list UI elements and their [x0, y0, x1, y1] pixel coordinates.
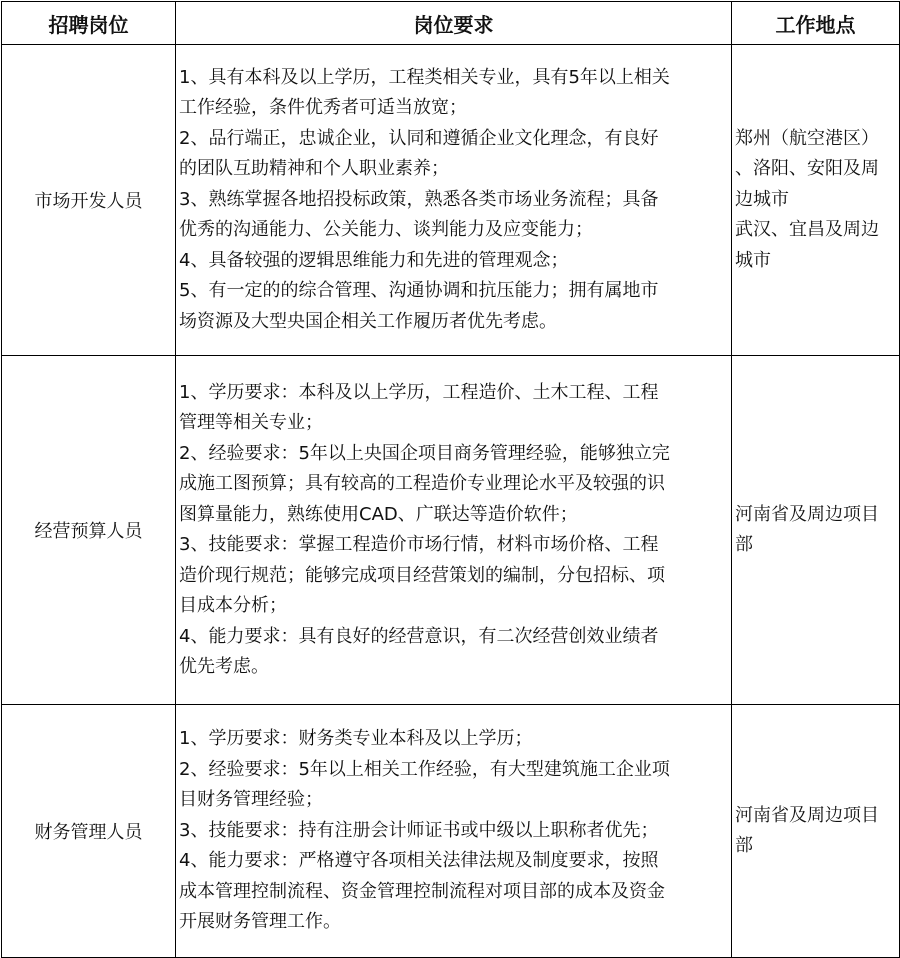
table-row	[2, 356, 900, 705]
requirements-cell	[176, 45, 732, 356]
header-location: 工作地点	[732, 2, 900, 45]
requirement-line: 3、技能要求：持有注册会计师证书或中级以上职称者优先；	[179, 819, 659, 841]
location-line: 部	[735, 835, 753, 856]
location-line: 河南省及周边项目	[735, 804, 879, 826]
requirement-line: 工作经验，条件优秀者可适当放宽；	[179, 97, 467, 119]
requirement-line: 的团队互助精神和个人职业素养；	[179, 158, 449, 180]
location-line: 边城市	[735, 188, 789, 210]
header-row	[2, 2, 900, 45]
header-requirements: 岗位要求	[176, 2, 732, 45]
requirement-line: 1、学历要求：本科及以上学历，工程造价、土木工程、工程	[179, 381, 659, 403]
table-row	[2, 705, 900, 958]
recruitment-table	[1, 1, 900, 958]
requirement-line: 5、有一定的的综合管理、沟通协调和抗压能力；拥有属地市	[179, 280, 659, 302]
requirement-line: 目成本分析；	[179, 595, 287, 616]
table-row	[2, 45, 900, 356]
location-line: 部	[735, 534, 753, 555]
requirement-line: 管理等相关专业；	[179, 412, 323, 433]
requirement-line: 3、技能要求：掌握工程造价市场行情，材料市场价格、工程	[179, 534, 659, 555]
requirement-line: 1、学历要求：财务类专业本科及以上学历；	[179, 728, 533, 750]
requirements-cell	[176, 356, 732, 705]
header-position: 招聘岗位	[2, 2, 176, 45]
requirement-line: 造价现行规范；能够完成项目经营策划的编制，分包招标、项	[179, 564, 665, 586]
requirement-line: 优先考虑。	[179, 656, 269, 677]
location-line: 河南省及周边项目	[735, 503, 879, 525]
position-cell: 经营预算人员	[2, 356, 176, 705]
requirement-line: 4、能力要求：具有良好的经营意识，有二次经营创效业绩者	[179, 625, 659, 647]
requirement-line: 2、品行端正，忠诚企业，认同和遵循企业文化理念，有良好	[179, 127, 659, 149]
location-cell	[732, 45, 900, 356]
requirement-line: 成施工图预算；具有较高的工程造价专业理论水平及较强的识	[179, 473, 665, 494]
requirement-line: 场资源及大型央国企相关工作履历者优先考虑。	[179, 310, 557, 332]
requirement-line: 2、经验要求：5年以上央国企项目商务管理经验，能够独立完	[179, 442, 670, 464]
requirement-line: 目财务管理经验；	[179, 789, 323, 811]
location-line: 、洛阳、安阳及周	[735, 158, 879, 180]
requirement-line: 图算量能力，熟练使用CAD、广联达等造价软件；	[179, 503, 578, 525]
table-header	[2, 2, 900, 45]
table-body	[2, 45, 900, 958]
requirements-cell	[176, 705, 732, 958]
requirement-line: 4、具备较强的逻辑思维能力和先进的管理观念；	[179, 249, 569, 271]
requirement-line: 开展财务管理工作。	[179, 911, 341, 933]
location-line: 城市	[735, 249, 771, 271]
requirement-line: 4、能力要求：严格遵守各项相关法律法规及制度要求，按照	[179, 850, 659, 872]
location-line: 郑州（航空港区）	[735, 127, 879, 149]
requirement-line: 优秀的沟通能力、公关能力、谈判能力及应变能力；	[179, 219, 593, 241]
requirement-line: 2、经验要求：5年以上相关工作经验，有大型建筑施工企业项	[179, 758, 670, 780]
position-cell: 市场开发人员	[2, 45, 176, 356]
location-cell	[732, 705, 900, 958]
location-line: 武汉、宜昌及周边	[735, 219, 879, 241]
requirement-line: 成本管理控制流程、资金管理控制流程对项目部的成本及资金	[179, 880, 665, 902]
requirement-line: 3、熟练掌握各地招投标政策，熟悉各类市场业务流程；具备	[179, 188, 659, 210]
requirement-line: 1、具有本科及以上学历，工程类相关专业，具有5年以上相关	[179, 66, 670, 88]
position-cell: 财务管理人员	[2, 705, 176, 958]
location-cell	[732, 356, 900, 705]
